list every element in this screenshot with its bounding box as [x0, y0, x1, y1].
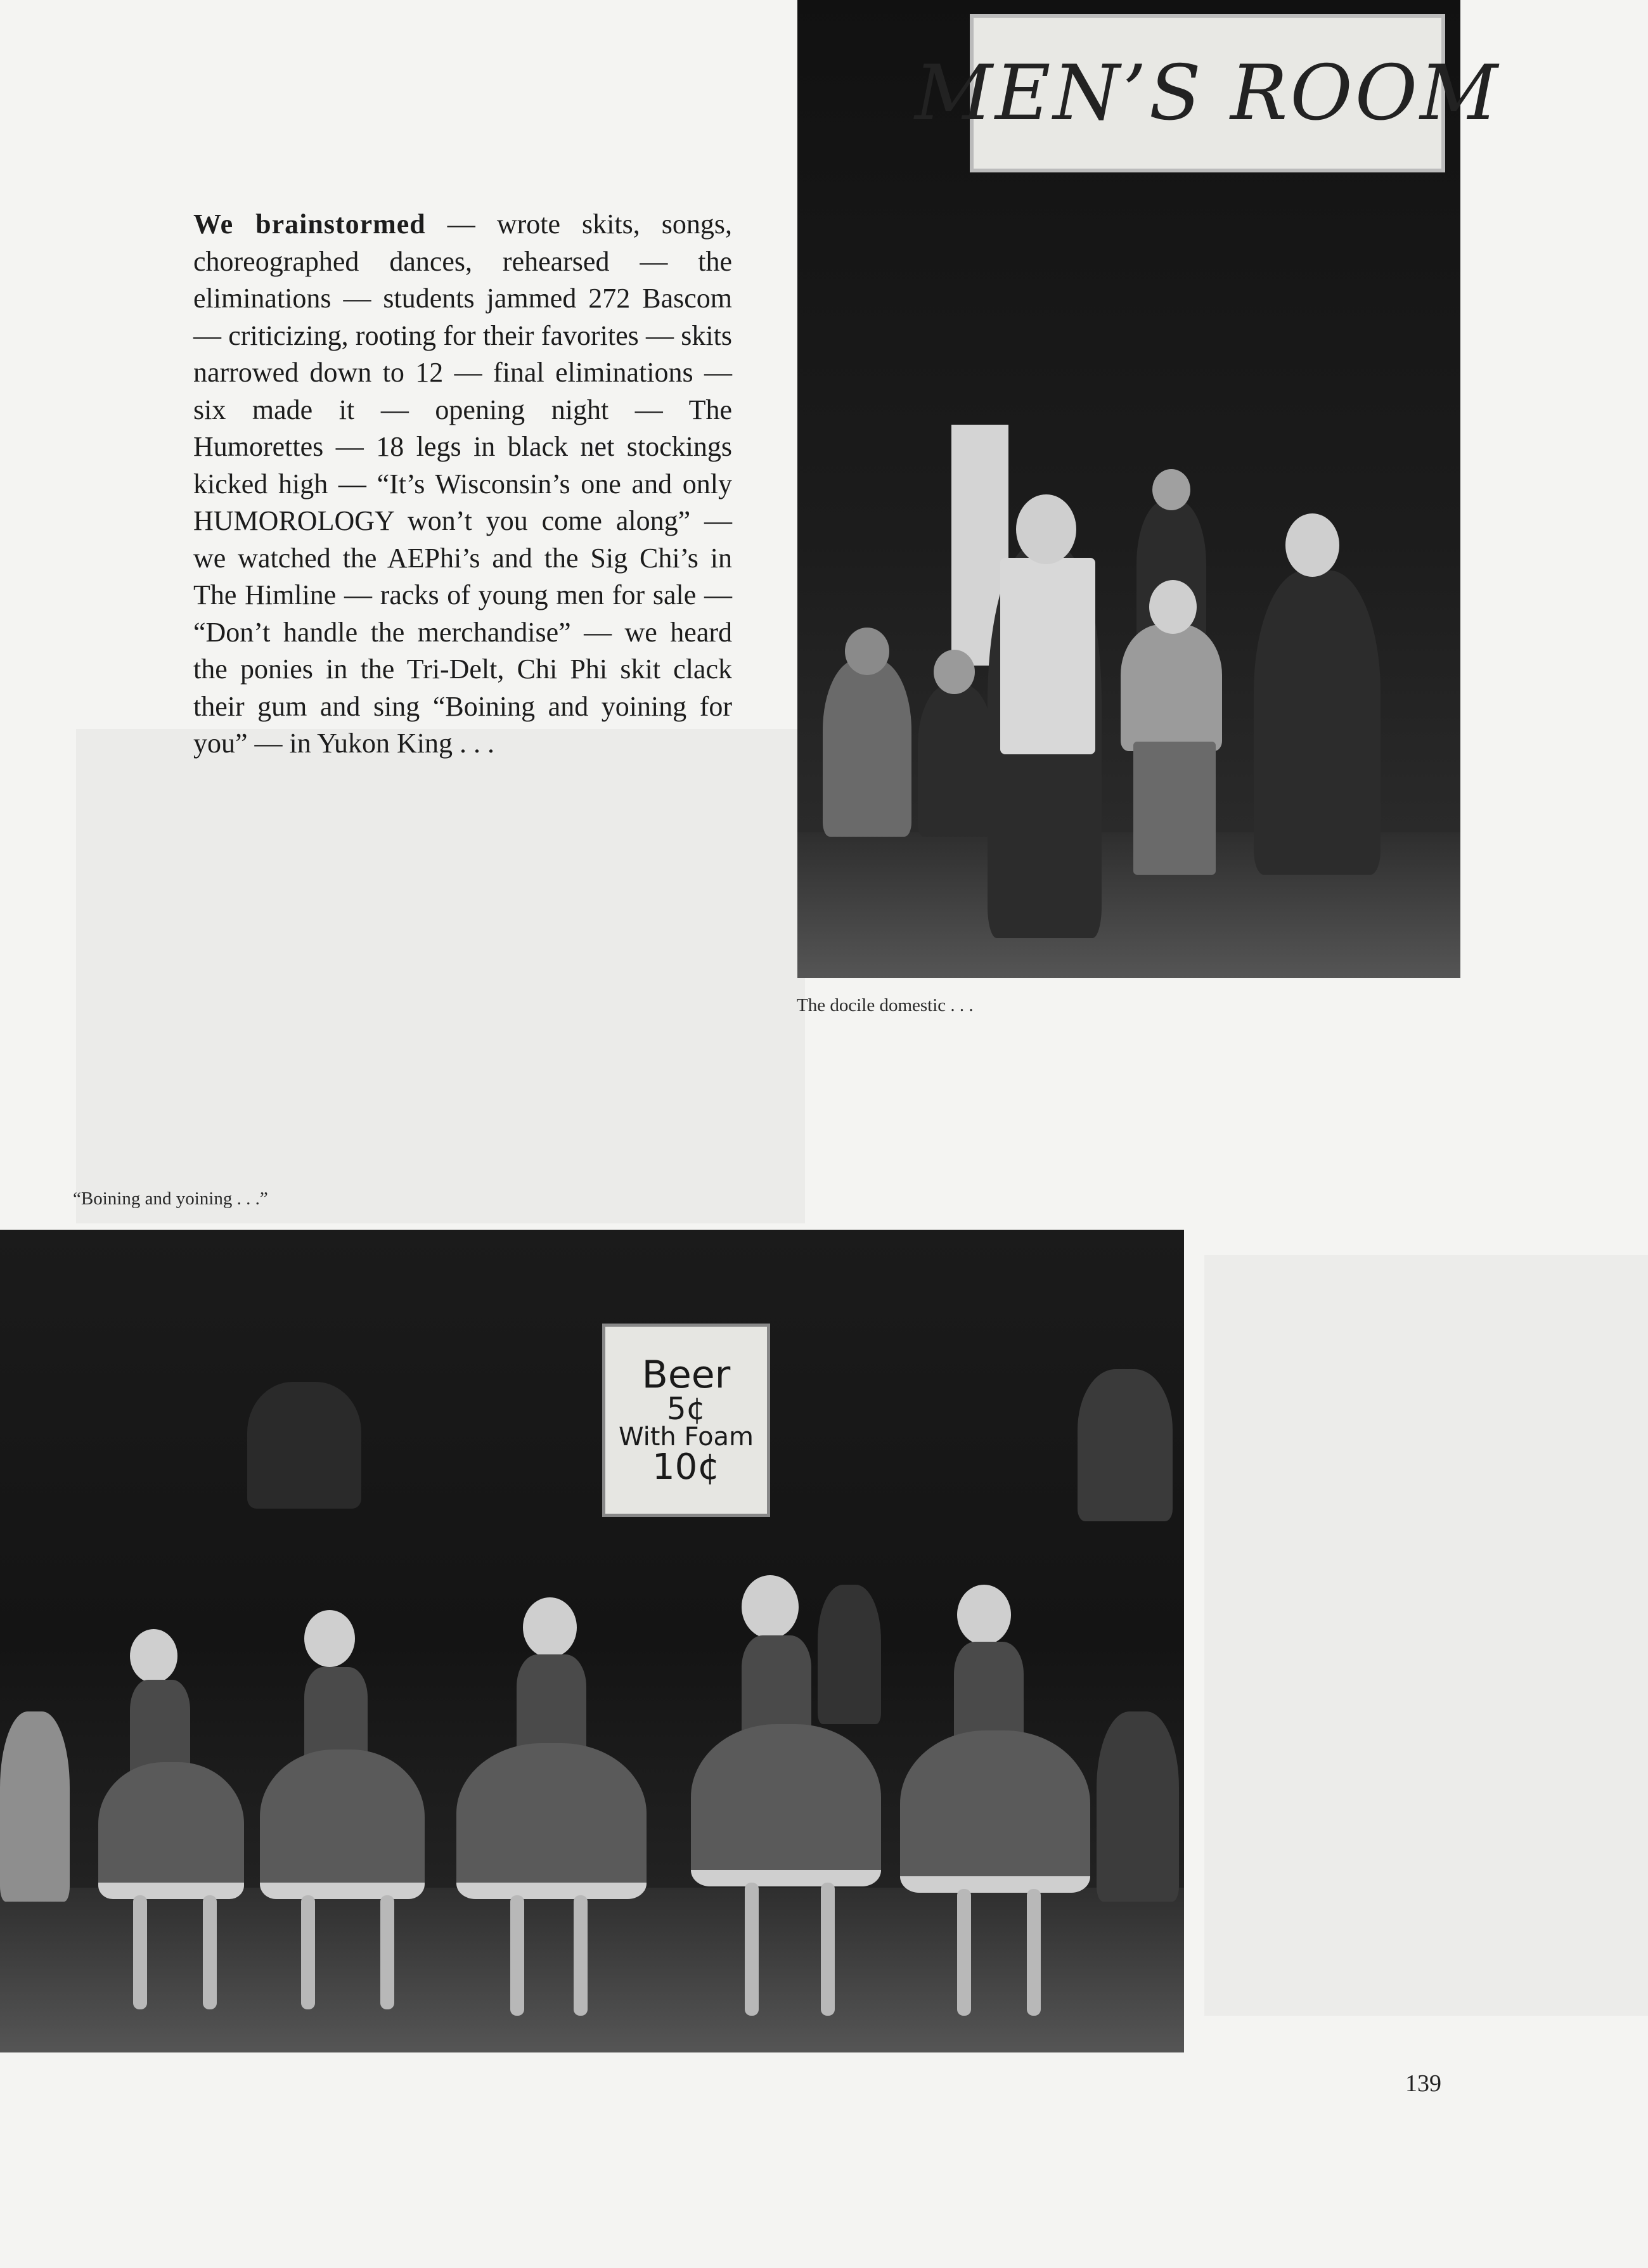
dancer-leg [957, 1889, 971, 2016]
dancer-leg [380, 1895, 394, 2009]
moose-head [247, 1382, 361, 1509]
mens-room-sign: MEN’S ROOM [970, 14, 1445, 172]
dancer-leg [821, 1883, 835, 2016]
paper-shading [76, 729, 805, 1223]
dancer-head [957, 1585, 1011, 1645]
dancer-leg [301, 1895, 315, 2009]
page-number: 139 [1405, 2070, 1441, 2097]
paper-shading [1204, 1255, 1648, 2016]
dancer-head [304, 1610, 355, 1667]
figure-head [1285, 513, 1339, 577]
woman-figure [1121, 624, 1222, 751]
dancer-skirt [260, 1749, 425, 1899]
seated-figure [823, 659, 911, 837]
photo-caption-top: The docile domestic . . . [797, 995, 974, 1015]
dancer-head [130, 1629, 177, 1683]
photo-caption-bottom: “Boining and yoining . . .” [73, 1189, 268, 1209]
body-copy [193, 206, 732, 763]
body-text: — wrote skits, songs, choreographed dances, rehearsed — the eliminations — students jammed 272 Bascom — criticizing, rooting for their favorites — skits narrowed down to 12 — final eliminations — six made it — opening night — The Humorettes — 18 legs in black net stockings kicked high — “It’s Wisconsin’s one and only HUMOROLOGY won’t you come along” — we watched the AEPhi’s and the Sig Chi’s in The Himline — racks of young men for sale — “Don’t handle the merchandise” — we heard the ponies in the Tri-Delt, Chi Phi skit clack their gum and sing “Boining and yoining for you” — in Yukon King . . . [193, 209, 732, 759]
figure-head [845, 628, 889, 675]
dancer-leg [1027, 1889, 1041, 2016]
beer-sign-line: Beer [641, 1352, 731, 1397]
skirt [1133, 742, 1216, 875]
apron [1000, 558, 1095, 754]
dancer-head [742, 1575, 799, 1639]
lead-in: We brainstormed [193, 209, 426, 240]
figure-head [1149, 580, 1197, 634]
beer-sign-line: With Foam [618, 1422, 754, 1452]
dancer-skirt [691, 1724, 881, 1886]
beer-sign [602, 1324, 770, 1517]
dancer-leg [203, 1895, 217, 2009]
figure-head [1016, 494, 1076, 564]
background-patron [1097, 1711, 1179, 1902]
beer-sign-line: 5¢ [666, 1391, 706, 1427]
dancer-skirt [98, 1762, 244, 1899]
photo-mens-room-skit [797, 0, 1500, 978]
beer-sign-line: 10¢ [652, 1446, 720, 1488]
dancer-skirt [900, 1730, 1090, 1893]
dancer-leg [510, 1895, 524, 2016]
woman-figure [1254, 570, 1381, 875]
dancer-head [523, 1597, 577, 1658]
figure-head [1152, 469, 1190, 510]
dancer-skirt [456, 1743, 647, 1899]
figure-head [934, 650, 975, 694]
dancer-leg [133, 1895, 147, 2009]
background-patron [818, 1585, 881, 1724]
stage-floor [0, 1888, 1184, 2052]
dancer-leg [574, 1895, 588, 2016]
seated-figure [918, 685, 994, 837]
moose-head [1078, 1369, 1173, 1521]
seated-patron [0, 1711, 70, 1902]
dancer-leg [745, 1883, 759, 2016]
photo-yukon-king-dancers [0, 1230, 1184, 2052]
